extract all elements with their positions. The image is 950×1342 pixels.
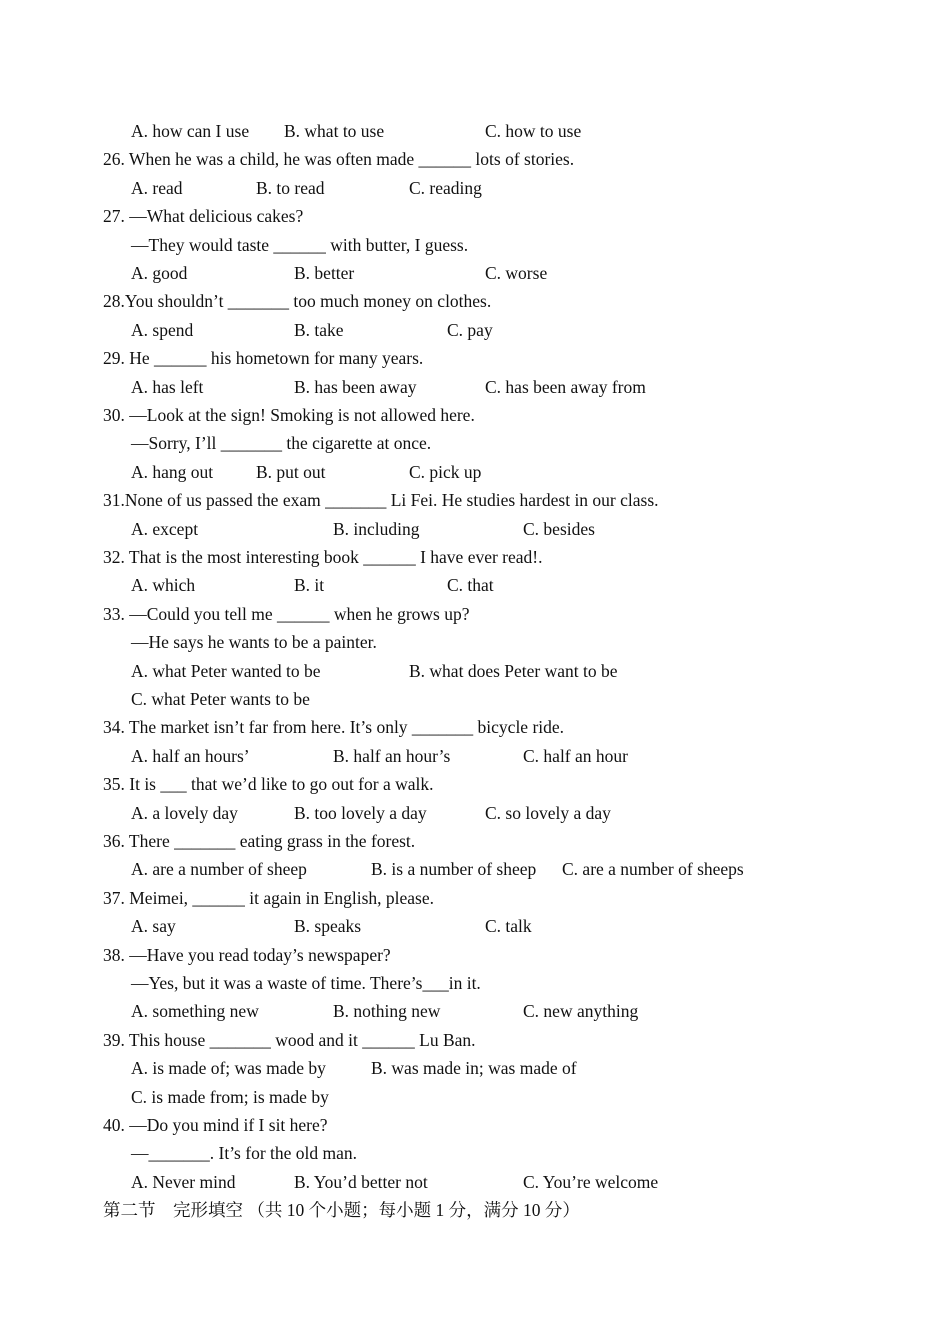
question-text: 31.None of us passed the exam _______ Li Fei. He studies hardest in our class. [103,490,659,511]
options-row [131,373,831,401]
option-a: A. which [131,575,196,596]
question-text: 第二节 完形填空 （共 10 个小题；每小题 1 分，满分 10 分） [103,1200,580,1221]
option-b: B. what to use [284,121,385,141]
question-text: 34. The market isn’t far from here. It’s only _______ bicycle ride. [103,717,565,738]
question-text: 30. —Look at the sign! Smoking is not allowed here. [103,405,475,425]
options-row [131,259,831,287]
question-text: 40. —Do you mind if I sit here? [103,1115,328,1135]
option-c: C. pick up [409,461,482,482]
option-c: C. reading [409,177,482,198]
options-row [131,316,831,344]
options-row [131,799,831,827]
option-b: B. has been away [294,376,417,397]
question-text: 35. It is ___ that we’d like to go out for a walk. [103,774,434,795]
options-row [131,458,831,486]
option-a: A. something new [131,1001,259,1022]
option-b: B. speaks [294,916,362,937]
option-b: B. it [294,575,325,596]
options-row [131,571,831,599]
option-b: B. nothing new [333,1001,441,1022]
option-a: A. are a number of sheep [131,859,307,880]
option-a: A. how can I use [131,121,250,141]
option-a: A. say [131,916,176,937]
option-c: C. how to use [485,121,582,141]
option-a: A. what Peter wanted to be [131,660,321,681]
option-c: C. worse [485,263,548,283]
question-subline: —_______. It’s for the old man. [131,1143,358,1164]
option-b: B. take [294,319,344,340]
option-a: A. Never mind [131,1171,236,1192]
option-c: C. are a number of sheeps [562,859,744,880]
option-b: B. too lovely a day [294,802,427,823]
option-c: C. has been away from [485,376,646,397]
option-a: A. half an hours’ [131,745,250,766]
options-row [131,997,831,1025]
options-row [131,1054,831,1082]
question-subline: —They would taste ______ with butter, I guess. [131,234,469,255]
options-row [131,742,831,770]
option-b: B. put out [256,461,326,482]
option-c: C. half an hour [523,745,628,766]
option-b: B. is a number of sheep [371,859,537,880]
option-c: C. that [447,575,494,596]
options-row [131,117,831,145]
option-b: B. what does Peter want to be [409,660,618,681]
option-c: C. besides [523,518,595,539]
option-a: A. spend [131,319,194,340]
question-text: 38. —Have you read today’s newspaper? [103,944,391,965]
option-c: C. talk [485,916,532,937]
question-subline: —Yes, but it was a waste of time. There’s___in it. [131,973,481,993]
option-a: A. read [131,177,183,198]
question-text: 28.You shouldn’t _______ too much money on clothes. [103,291,492,312]
question-text: 27. —What delicious cakes? [103,206,304,227]
options-row [131,855,831,883]
option-b: B. including [333,518,420,539]
question-subline: C. what Peter wants to be [131,689,310,709]
question-subline: —Sorry, I’ll _______ the cigarette at once. [131,433,432,454]
option-c: C. new anything [523,1001,639,1022]
option-a: A. is made of; was made by [131,1058,326,1079]
options-row [131,657,831,685]
option-b: B. to read [256,177,325,198]
option-b: B. half an hour’s [333,745,451,766]
options-row [131,174,831,202]
question-text: 37. Meimei, ______ it again in English, please. [103,887,434,908]
option-b: B. You’d better not [294,1171,428,1192]
option-a: A. hang out [131,461,214,482]
question-text: 33. —Could you tell me ______ when he grows up? [103,603,470,624]
options-row [131,912,831,940]
question-subline: C. is made from; is made by [131,1086,329,1107]
option-a: A. except [131,518,199,539]
option-c: C. pay [447,319,493,340]
question-text: 36. There _______ eating grass in the forest. [103,831,416,851]
option-b: B. better [294,263,355,283]
option-b: B. was made in; was made of [371,1058,577,1079]
option-a: A. good [131,263,188,283]
option-a: A. has left [131,376,204,397]
question-text: 32. That is the most interesting book ______ I have ever read!. [103,547,543,567]
question-text: 29. He ______ his hometown for many years. [103,348,424,369]
option-c: C. You’re welcome [523,1171,659,1192]
question-text: 39. This house _______ wood and it ______ Lu Ban. [103,1029,476,1050]
question-subline: —He says he wants to be a painter. [131,632,377,653]
option-c: C. so lovely a day [485,802,611,823]
option-a: A. a lovely day [131,802,238,823]
options-row [131,1168,831,1196]
options-row [131,515,831,543]
question-text: 26. When he was a child, he was often made ______ lots of stories. [103,149,575,170]
